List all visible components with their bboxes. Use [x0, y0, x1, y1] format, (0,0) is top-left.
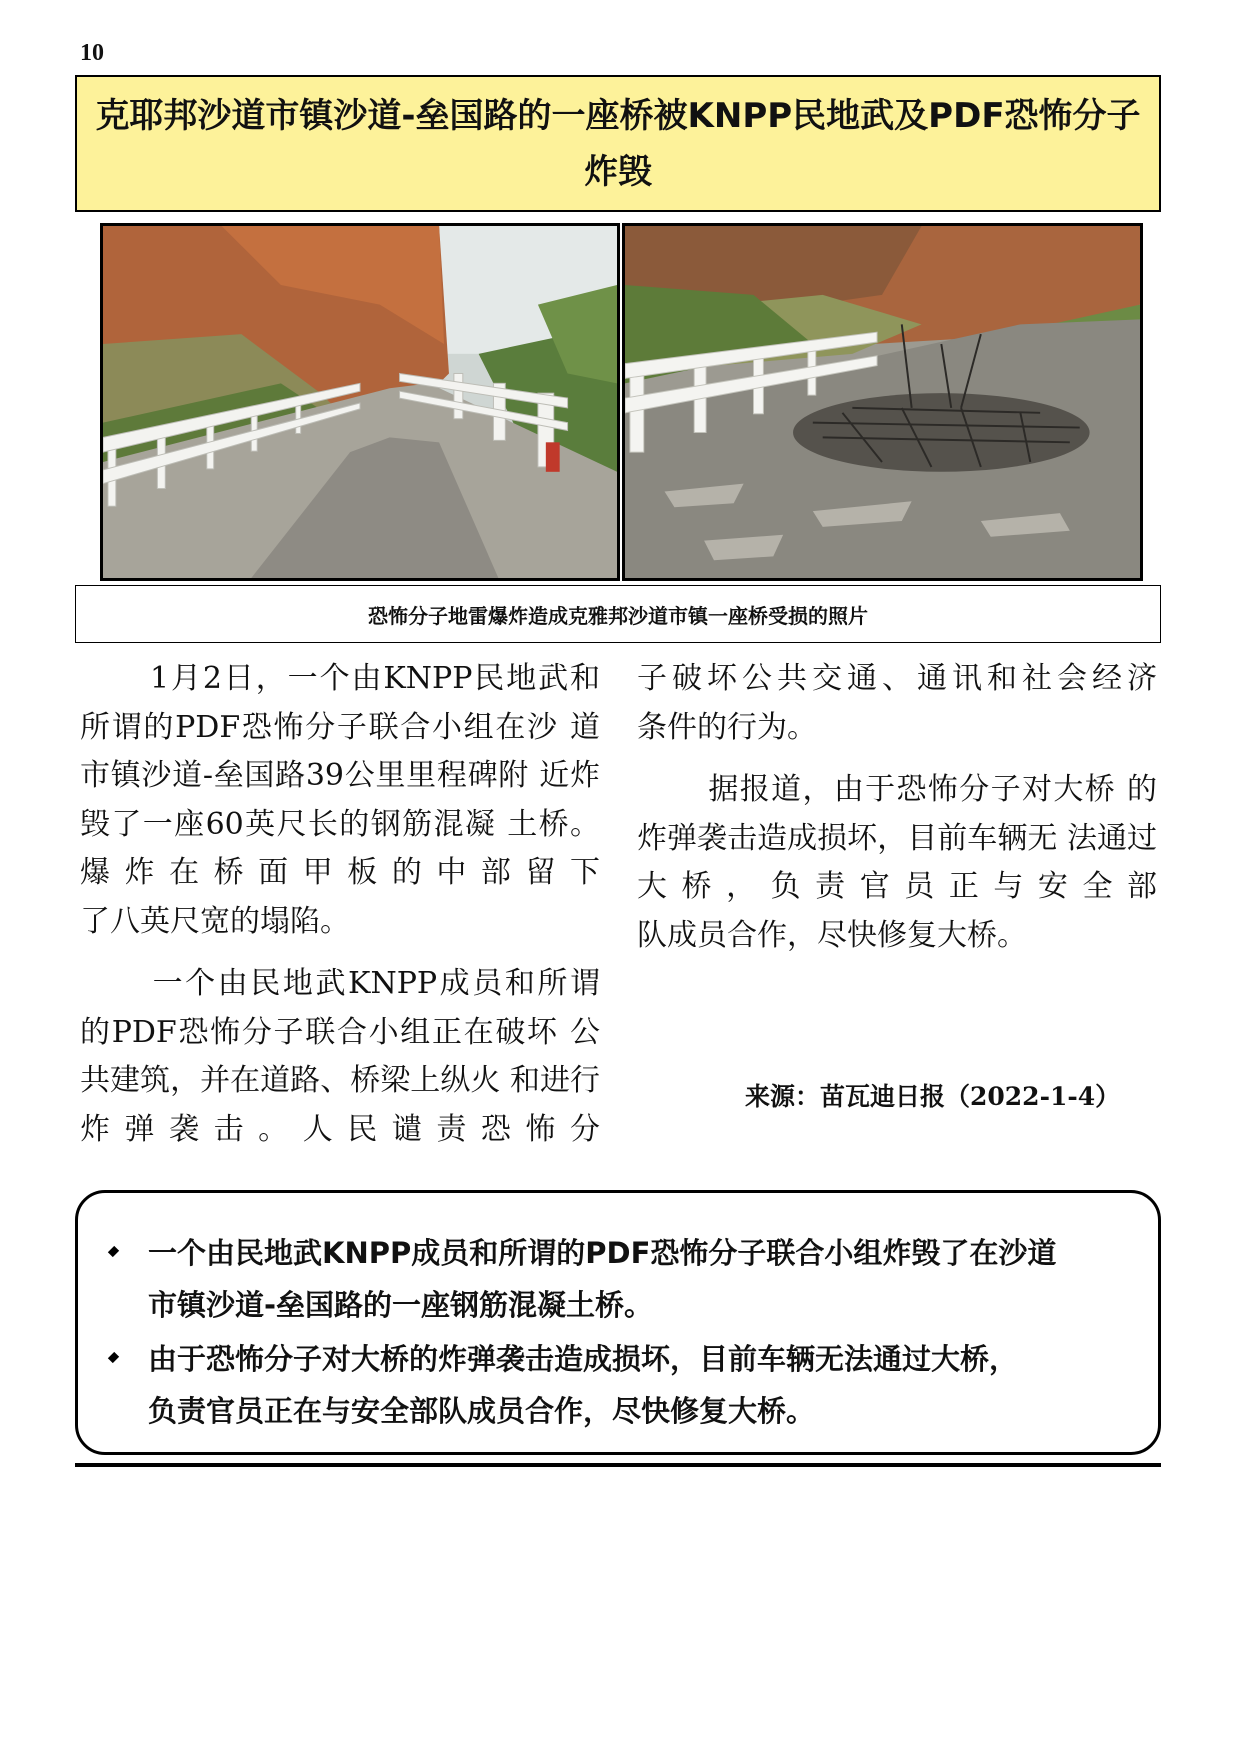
source-citation: 来源：苗瓦迪日报（2022-1-4） — [745, 1082, 1121, 1111]
paragraph — [637, 655, 1157, 752]
text-line: 队成员合作，尽快修复大桥。 — [637, 917, 1027, 953]
text-line: 的炸弹袭击造成损坏，目前车辆无 — [637, 772, 1157, 856]
text-line: 法通过大桥，负责官员正与安全部 — [637, 820, 1158, 904]
text-line: 近炸毁了一座60英尺长的钢筋混凝 — [80, 758, 601, 842]
summary-box — [75, 1190, 1161, 1455]
text-line: 和进行炸弹袭击。人民谴责恐怖分 — [80, 1063, 601, 1147]
photo-caption: 恐怖分子地雷爆炸造成克雅邦沙道市镇一座桥受损的照片 — [75, 585, 1161, 643]
text-line: 子破坏公共交通、通讯和社会经济 — [637, 661, 1157, 696]
text-line: 条件的行为。 — [637, 709, 817, 745]
footer-rule — [75, 1463, 1161, 1467]
summary-line: 市镇沙道-垒国路的一座钢筋混凝土桥。 — [148, 1288, 654, 1322]
article-column-right — [637, 655, 1157, 974]
paragraph — [80, 655, 600, 946]
photo-damaged-bridge — [100, 223, 620, 581]
summary-bullet — [98, 1227, 1138, 1331]
paragraph — [80, 960, 600, 1154]
page-title: 克耶邦沙道市镇沙道-垒国路的一座桥被KNPP民地武及PDF恐怖分子炸毁 — [75, 75, 1161, 212]
page-number: 10 — [80, 40, 104, 66]
text-line: 一个由民地武KNPP成员和所谓 — [150, 966, 600, 1001]
text-line: 所谓的PDF恐怖分子联合小组在沙 — [80, 709, 559, 745]
damaged-bridge-photo-icon — [103, 226, 617, 578]
summary-line: 负责官员正在与安全部队成员合作，尽快修复大桥。 — [148, 1394, 816, 1428]
text-line: 的PDF恐怖分子联合小组正在破坏 — [80, 1014, 559, 1050]
article-column-left — [80, 655, 600, 1168]
diamond-bullet-icon — [108, 1352, 119, 1363]
summary-bullet — [98, 1333, 1138, 1437]
text-line: 公共建筑，并在道路、桥梁上纵火 — [80, 1014, 600, 1098]
paragraph — [637, 766, 1157, 960]
text-line: 了八英尺宽的塌陷。 — [80, 903, 350, 939]
photo-blast-crater — [622, 223, 1143, 581]
text-line: 道市镇沙道-垒国路39公里里程碑附 — [80, 709, 600, 793]
summary-line: 一个由民地武KNPP成员和所谓的PDF恐怖分子联合小组炸毁了在沙道 — [148, 1236, 1057, 1270]
blast-crater-photo-icon — [625, 226, 1140, 578]
diamond-bullet-icon — [108, 1246, 119, 1257]
text-line: 据报道，由于恐怖分子对大桥 — [707, 772, 1117, 807]
summary-line: 由于恐怖分子对大桥的炸弹袭击造成损坏，目前车辆无法通过大桥， — [148, 1342, 1019, 1376]
text-line: 土桥。爆炸在桥面甲板的中部留下 — [80, 806, 600, 890]
text-line: 1月2日，一个由KNPP民地武和 — [150, 661, 600, 696]
